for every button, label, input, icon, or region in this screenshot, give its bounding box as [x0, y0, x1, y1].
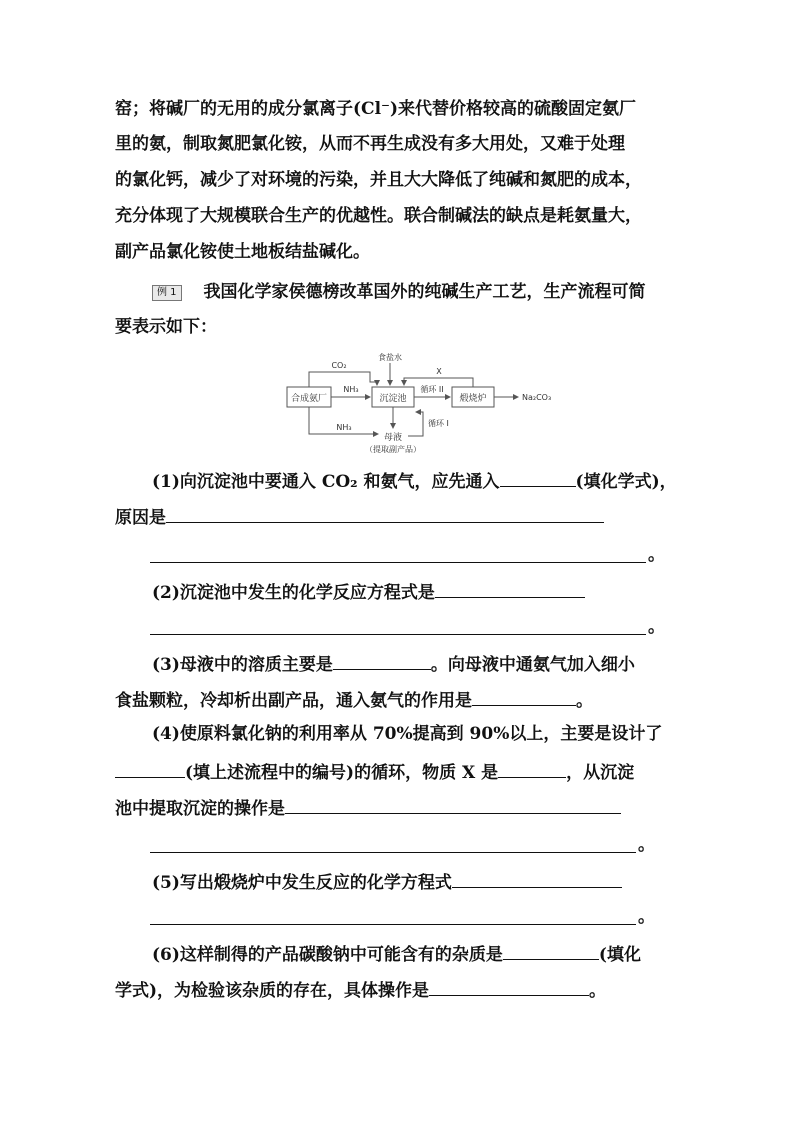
q4-line-2: [115, 759, 634, 784]
example-text-1: 我国化学家侯德榜改革国外的纯碱生产工艺，生产流程可简: [203, 282, 646, 302]
q6-blank-1[interactable]: [503, 941, 599, 960]
q6-line-1: [152, 941, 641, 966]
q1-blank-2[interactable]: [166, 504, 604, 523]
q4-blank-1[interactable]: [115, 759, 185, 778]
q4-line-3: [115, 795, 621, 820]
q5-blank-1[interactable]: [452, 869, 622, 888]
q2-blank-2[interactable]: [150, 634, 646, 635]
cycle-2-label: 循环 II: [420, 385, 444, 394]
cycle-1-label: 循环 I: [428, 419, 449, 428]
q6-text-a: (6)这样制得的产品碳酸钠中可能含有的杂质是: [152, 945, 503, 965]
q3-period: 。: [576, 691, 593, 711]
q1-period: 。: [648, 545, 665, 565]
co2-label: CO₂: [331, 361, 347, 370]
q4-text-b: (填上述流程中的编号)的循环，物质 X 是: [185, 763, 499, 783]
x-label: X: [436, 367, 442, 376]
q2-period: 。: [648, 617, 665, 637]
byproduct-label: （提取副产品）: [365, 445, 421, 454]
q3-blank-2[interactable]: [472, 687, 576, 706]
q3-line-1: [152, 651, 635, 676]
q1-line-1: [152, 468, 677, 493]
q4-blank-2[interactable]: [498, 759, 566, 778]
q5-period: 。: [638, 907, 655, 927]
q2-line-1: [152, 579, 585, 604]
q4-text-d: 池中提取沉淀的操作是: [115, 799, 285, 819]
q1-text-c: 原因是: [115, 508, 166, 528]
example-badge: 例 1: [152, 285, 182, 301]
q6-line-2: [115, 977, 606, 1002]
q3-text-a: (3)母液中的溶质主要是: [152, 655, 333, 675]
q4-line-1: (4)使原料氯化钠的利用率从 70%提高到 90%以上，主要是设计了: [152, 724, 663, 744]
q1-text-b: (填化学式)，: [575, 472, 677, 492]
example-line-1: [152, 281, 646, 303]
box-calcination-furnace-label: 煅烧炉: [459, 394, 487, 404]
q4-blank-4[interactable]: [150, 852, 636, 853]
q3-blank-1[interactable]: [333, 651, 431, 670]
q6-period: 。: [589, 981, 607, 1001]
box-precipitation-pool-label: 沉淀池: [379, 394, 407, 404]
nh3-top-label: NH₃: [343, 385, 359, 394]
intro-line-2: 里的氨，制取氮肥氯化铵，从而不再生成没有多大用处，又难于处理: [115, 134, 625, 154]
q3-line-2: [115, 687, 593, 712]
q2-text-a: (2)沉淀池中发生的化学反应方程式是: [152, 583, 435, 603]
saltwater-label: 食盐水: [378, 353, 402, 362]
q4-text-c: ，从沉淀: [566, 763, 635, 783]
q4-period: 。: [638, 835, 655, 855]
q2-blank-1[interactable]: [435, 579, 585, 598]
q5-blank-2[interactable]: [150, 924, 636, 925]
q3-text-b: 。向母液中通氨气加入细小: [430, 655, 635, 675]
mother-liquor-label: 母液: [383, 433, 403, 443]
intro-line-4: 充分体现了大规模联合生产的优越性。联合制碱法的缺点是耗氨量大，: [115, 206, 642, 226]
box-synthesis-plant-label: 合成氨厂: [290, 394, 328, 404]
q4-blank-3[interactable]: [285, 795, 621, 814]
q1-text-a: (1)向沉淀池中要通入 CO₂ 和氨气，应先通入: [152, 472, 500, 492]
example-line-2: 要表示如下：: [115, 317, 217, 337]
q6-text-c: 学式)，为检验该杂质的存在，具体操作是: [115, 981, 430, 1001]
intro-line-1: 窑；将碱厂的无用的成分氯离子(Cl⁻)来代替价格较高的硫酸固定氨厂: [115, 99, 637, 119]
intro-line-5: 副产品氯化铵使土地板结盐碱化。: [115, 242, 370, 262]
q6-blank-2[interactable]: [429, 977, 589, 996]
q1-line-2: [115, 504, 604, 529]
product-label: Na₂CO₃: [522, 393, 552, 402]
q1-blank-3[interactable]: [150, 562, 646, 563]
q1-blank-1[interactable]: [500, 468, 576, 487]
q5-line-1: [152, 869, 622, 894]
q6-text-b: (填化: [598, 945, 641, 965]
q5-text-a: (5)写出煅烧炉中发生反应的化学方程式: [152, 873, 452, 893]
process-flow-diagram: [282, 352, 562, 458]
nh3-bottom-label: NH₃: [336, 423, 352, 432]
q3-text-c: 食盐颗粒，冷却析出副产品，通入氨气的作用是: [115, 691, 472, 711]
intro-line-3: 的氯化钙，减少了对环境的污染，并且大大降低了纯碱和氮肥的成本，: [115, 170, 642, 190]
